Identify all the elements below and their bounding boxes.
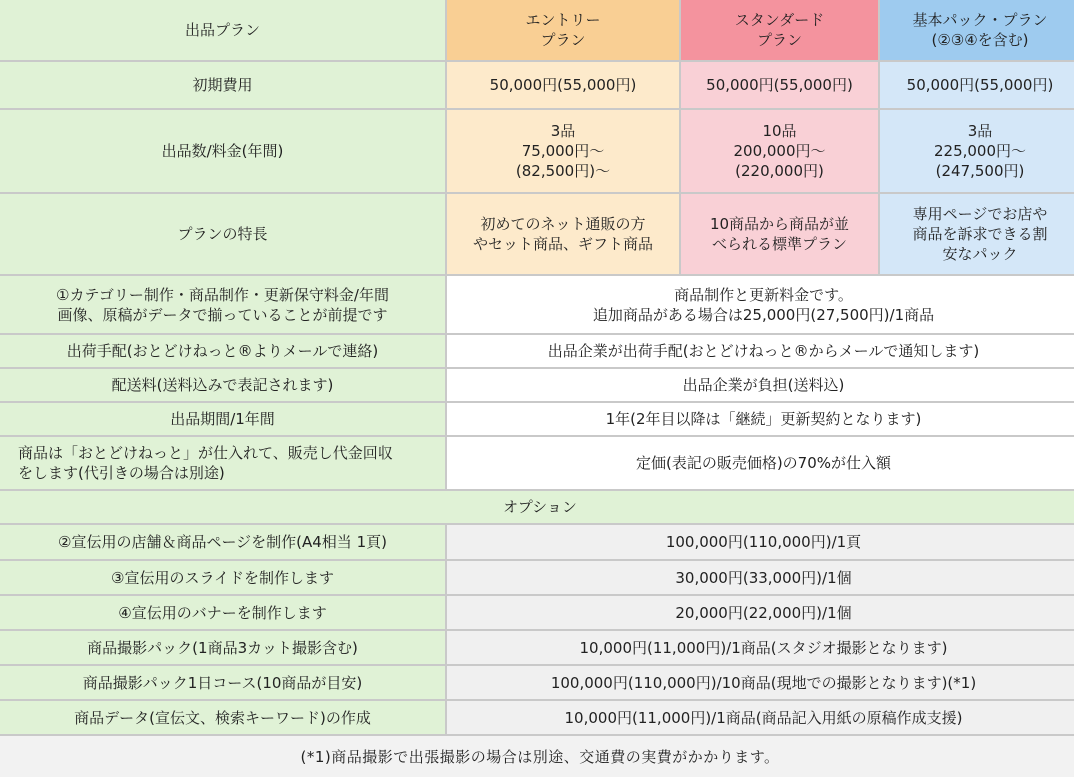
standard-feature-line: 10商品から商品が並 [709, 215, 850, 233]
option-label: ④宣伝用のバナーを制作します [0, 596, 445, 629]
option-label: ②宣伝用の店舗＆商品ページを制作(A4相当 1頁) [0, 525, 445, 559]
basic-plan-header [880, 0, 1074, 60]
purchase-label-line: 商品は「おとどけねっと」が仕入れて、販売し代金回収 [18, 444, 393, 462]
basic-fee: 225,000円～ [933, 142, 1027, 160]
options-title: オプション [0, 491, 1074, 523]
option-label: 商品撮影パック(1商品3カット撮影含む) [0, 631, 445, 664]
category-production-note: 画像、原稿がデータで揃っていることが前提です [57, 305, 388, 324]
purchase-value: 定価(表記の販売価格)の70%が仕入額 [447, 437, 1074, 489]
option-value: 30,000円(33,000円)/1個 [447, 561, 1074, 594]
option-value: 20,000円(22,000円)/1個 [447, 596, 1074, 629]
category-production-desc: 商品制作と更新料金です。 [674, 285, 853, 304]
entry-listing-fee [447, 110, 679, 192]
option-value: 100,000円(110,000円)/10商品(現地での撮影となります)(*1) [447, 666, 1074, 699]
entry-fee-tax: (82,500円)～ [515, 162, 611, 180]
entry-initial-cost: 50,000円(55,000円) [447, 62, 679, 108]
basic-features [880, 194, 1074, 274]
purchase-label [0, 437, 445, 489]
basic-initial-cost: 50,000円(55,000円) [880, 62, 1074, 108]
basic-feature-line: 安なパック [942, 245, 1018, 263]
standard-fee-tax: (220,000円) [735, 162, 824, 180]
entry-plan-title: エントリー [525, 11, 601, 29]
option-label: 商品撮影パック1日コース(10商品が目安) [0, 666, 445, 699]
standard-initial-cost: 50,000円(55,000円) [681, 62, 878, 108]
basic-feature-line: 商品を訴求できる割 [912, 225, 1048, 243]
option-label: 商品データ(宣伝文、検索キーワード)の作成 [0, 701, 445, 734]
shipping-label: 出荷手配(おとどけねっと®よりメールで連絡) [0, 335, 445, 367]
entry-feature-line: やセット商品、ギフト商品 [472, 235, 653, 253]
standard-fee: 200,000円～ [733, 142, 826, 160]
basic-feature-line: 専用ページでお店や [912, 205, 1048, 223]
entry-plan-subtitle: プラン [540, 31, 586, 49]
basic-count: 3品 [967, 122, 993, 140]
entry-plan-header [447, 0, 679, 60]
initial-cost-label: 初期費用 [0, 62, 445, 108]
listing-count-label: 出品数/料金(年間) [0, 110, 445, 192]
period-value: 1年(2年目以降は「継続」更新契約となります) [447, 403, 1074, 435]
category-production-title: ①カテゴリー制作・商品制作・更新保守料金/年間 [56, 285, 389, 304]
option-value: 10,000円(11,000円)/1商品(商品記入用紙の原稿作成支援) [447, 701, 1074, 734]
option-value: 100,000円(110,000円)/1頁 [447, 525, 1074, 559]
category-production-extra: 追加商品がある場合は25,000円(27,500円)/1商品 [592, 305, 935, 324]
category-production-label [0, 276, 445, 333]
footnote: (*1)商品撮影で出張撮影の場合は別途、交通費の実費がかかります。 [0, 736, 1074, 777]
entry-features [447, 194, 679, 274]
standard-count: 10品 [762, 122, 797, 140]
basic-plan-title: 基本パック・プラン [912, 11, 1048, 29]
standard-features [681, 194, 878, 274]
purchase-label-line: をします(代引きの場合は別途) [18, 464, 225, 482]
entry-count: 3品 [550, 122, 576, 140]
entry-feature-line: 初めてのネット通販の方 [480, 215, 646, 233]
option-label: ③宣伝用のスライドを制作します [0, 561, 445, 594]
entry-fee: 75,000円～ [521, 142, 605, 160]
standard-listing-fee [681, 110, 878, 192]
shipping-value: 出品企業が出荷手配(おとどけねっと®からメールで通知します) [447, 335, 1074, 367]
standard-feature-line: べられる標準プラン [711, 235, 847, 253]
basic-plan-subtitle: (②③④を含む) [931, 31, 1029, 49]
basic-fee-tax: (247,500円) [935, 162, 1025, 180]
postage-label: 配送料(送料込みで表記されます) [0, 369, 445, 401]
features-label: プランの特長 [0, 194, 445, 274]
standard-plan-title: スタンダード [734, 11, 825, 29]
standard-plan-subtitle: プラン [756, 31, 802, 49]
basic-listing-fee [880, 110, 1074, 192]
option-value: 10,000円(11,000円)/1商品(スタジオ撮影となります) [447, 631, 1074, 664]
standard-plan-header [681, 0, 878, 60]
postage-value: 出品企業が負担(送料込) [447, 369, 1074, 401]
period-label: 出品期間/1年間 [0, 403, 445, 435]
plan-header-label: 出品プラン [0, 0, 445, 60]
category-production-value [447, 276, 1074, 333]
